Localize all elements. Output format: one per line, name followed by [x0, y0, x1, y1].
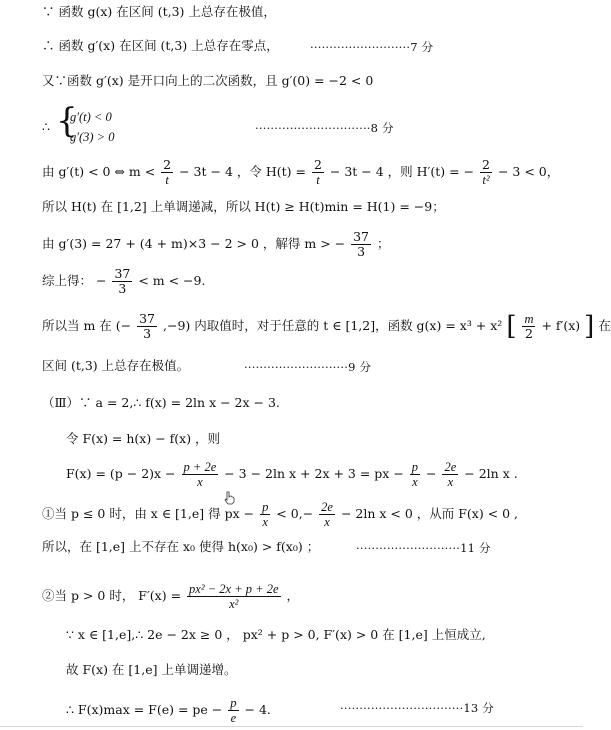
fraction-numerator: p	[411, 460, 419, 474]
fraction-denominator: x	[197, 475, 203, 489]
score-8: ······························8 分	[255, 121, 394, 135]
system-row-1: g′(t) < 0	[70, 110, 112, 124]
line-9-part-b: ,−9) 内取值时，对于任意的 t ∈ [1,2]，函数 g(x) = x³ + x²	[163, 318, 503, 333]
line-16-part-a: ②当 p > 0 时， F′(x) =	[42, 588, 182, 603]
fraction-numerator: m	[524, 312, 534, 326]
fraction-denominator: t	[316, 173, 320, 187]
fraction-denominator: 2	[524, 326, 533, 341]
fraction-2-over-t-b	[312, 158, 324, 187]
line-18: 故 F(x) 在 [1,e] 上单调递增。	[66, 662, 237, 677]
fraction-numerator: 2	[482, 157, 490, 172]
line-5-part-d: − 3 < 0，	[497, 164, 560, 179]
fraction-denominator: x	[447, 475, 454, 489]
line-8	[42, 267, 205, 296]
line-9	[42, 312, 611, 341]
fraction-denominator: e	[230, 711, 237, 725]
fraction-2e-over-x	[442, 460, 458, 489]
line-19-part-a: ∴ F(x)max = F(e) = pe −	[66, 702, 223, 717]
line-1: ∵ 函数 g(x) 在区间 (t,3) 上总存在极值，	[42, 4, 276, 19]
line-5-part-b: − 3t − 4 ，令 H(t) =	[179, 164, 306, 179]
score-9: ···························9 分	[244, 360, 372, 374]
line-9-part-c: + f′(x)	[541, 318, 581, 333]
line-3: 又∵函数 g′(x) 是开口向上的二次函数，且 g′(0) = −2 < 0	[42, 73, 374, 88]
line-11: （Ⅲ）∵ a = 2,∴ f(x) = 2ln x − 2x − 3.	[42, 395, 280, 410]
fraction-numerator: 37	[139, 311, 156, 326]
score-11: ···························11 分	[356, 541, 491, 555]
fraction-numerator: 37	[114, 266, 131, 281]
line-14-part-c: − 2ln x < 0 ，从而 F(x) < 0 ,	[340, 506, 519, 521]
line-12: 令 F(x) = h(x) − f(x) ，则	[66, 431, 221, 446]
fraction-denominator: x	[412, 475, 418, 489]
right-bracket: ]	[584, 311, 595, 342]
left-bracket: [	[506, 311, 517, 342]
fraction-p-plus-2e-over-x	[182, 460, 219, 489]
line-6: 所以 H(t) 在 [1,2] 上单调递减，所以 H(t) ≥ H(t)min = H(1) = −9；	[42, 199, 445, 214]
therefore-symbol: ∴	[42, 119, 50, 134]
fraction-p-over-x	[410, 460, 420, 489]
fraction-denominator: x	[262, 515, 268, 529]
fraction-numerator: 37	[353, 229, 370, 244]
fraction-denominator: t	[165, 173, 169, 187]
line-10: 区间 (t,3) 上总存在极值。	[42, 358, 190, 373]
line-17: ∵ x ∈ [1,e],∴ 2e − 2x ≥ 0 ， px² + p > 0, F′(x) > 0 在 [1,e] 上恒成立,	[66, 627, 486, 642]
fraction-2-over-t-squared	[480, 158, 492, 187]
fraction-denominator: 3	[118, 281, 127, 296]
left-brace: {	[56, 101, 78, 141]
line-15: 所以，在 [1,e] 上不存在 x₀ 使得 h(x₀) > f(x₀) ；	[42, 539, 320, 554]
line-8-part-a: 综上得： −	[42, 273, 107, 288]
line-7	[42, 230, 390, 259]
fraction-numerator: 2	[163, 157, 172, 172]
hand-cursor-icon	[224, 491, 235, 505]
line-9-part-a: 所以当 m 在 (−	[42, 318, 132, 333]
fraction-numerator: p	[262, 500, 269, 514]
fraction-numerator: 2	[313, 157, 322, 172]
score-7: ··························7 分	[310, 40, 434, 54]
fraction-denominator: x²	[229, 597, 239, 611]
fraction-37-over-3-b	[112, 267, 132, 296]
line-16	[42, 582, 299, 611]
fraction-p-over-e	[228, 696, 238, 725]
line-13	[66, 460, 518, 489]
fraction-numerator: 2e	[321, 500, 333, 514]
line-14-part-a: ①当 p ≤ 0 时，由 x ∈ [1,e] 得 px −	[42, 506, 255, 521]
line-14-part-b: < 0,−	[276, 506, 314, 521]
line-13-part-b: − 3 − 2ln x + 2x + 3 = px −	[224, 466, 404, 481]
line-5-part-c: − 3t − 4 ，则 H′(t) = −	[329, 164, 475, 179]
line-19	[66, 696, 271, 725]
line-7-part-b: ；	[377, 236, 390, 251]
score-13: ································13 分	[340, 701, 494, 715]
fraction-m-over-2	[522, 312, 535, 341]
line-9-part-d: 在	[598, 318, 611, 333]
fraction-denominator: x	[324, 515, 330, 529]
fraction-2e-over-x-b	[319, 500, 335, 529]
fraction-37-over-3-c	[137, 312, 157, 341]
fraction-p-over-x-b	[260, 500, 270, 529]
fraction-numerator: px² − 2x + p + 2e	[189, 582, 279, 596]
line-7-part-a: 由 g′(3) = 27 + (4 + m)×3 − 2 > 0 ，解得 m > −	[42, 236, 346, 251]
fraction-numerator: p	[230, 696, 237, 710]
fraction-denominator: 3	[357, 244, 366, 259]
page-bottom-divider	[0, 726, 583, 727]
line-14	[42, 500, 518, 529]
line-13-part-c: −	[426, 466, 437, 481]
line-13-part-a: F(x) = (p − 2)x −	[66, 466, 176, 481]
fraction-2-over-t	[161, 158, 173, 187]
fraction-denominator: t²	[482, 173, 490, 187]
line-19-part-b: − 4.	[244, 702, 271, 717]
line-13-part-d: − 2ln x .	[464, 466, 518, 481]
line-5-part-a: 由 g′(t) < 0 ⇔ m <	[42, 164, 156, 179]
fraction-37-over-3	[351, 230, 371, 259]
line-5	[42, 158, 559, 187]
fraction-derivative	[187, 582, 280, 611]
fraction-numerator: 2e	[444, 460, 457, 474]
line-8-part-b: < m < −9.	[138, 273, 206, 288]
fraction-denominator: 3	[143, 326, 152, 341]
line-16-part-b: ，	[286, 588, 299, 603]
line-2: ∴ 函数 g′(x) 在区间 (t,3) 上总存在零点，	[42, 38, 279, 53]
system-row-2: g′(3) > 0	[70, 130, 115, 144]
fraction-numerator: p + 2e	[183, 460, 217, 474]
